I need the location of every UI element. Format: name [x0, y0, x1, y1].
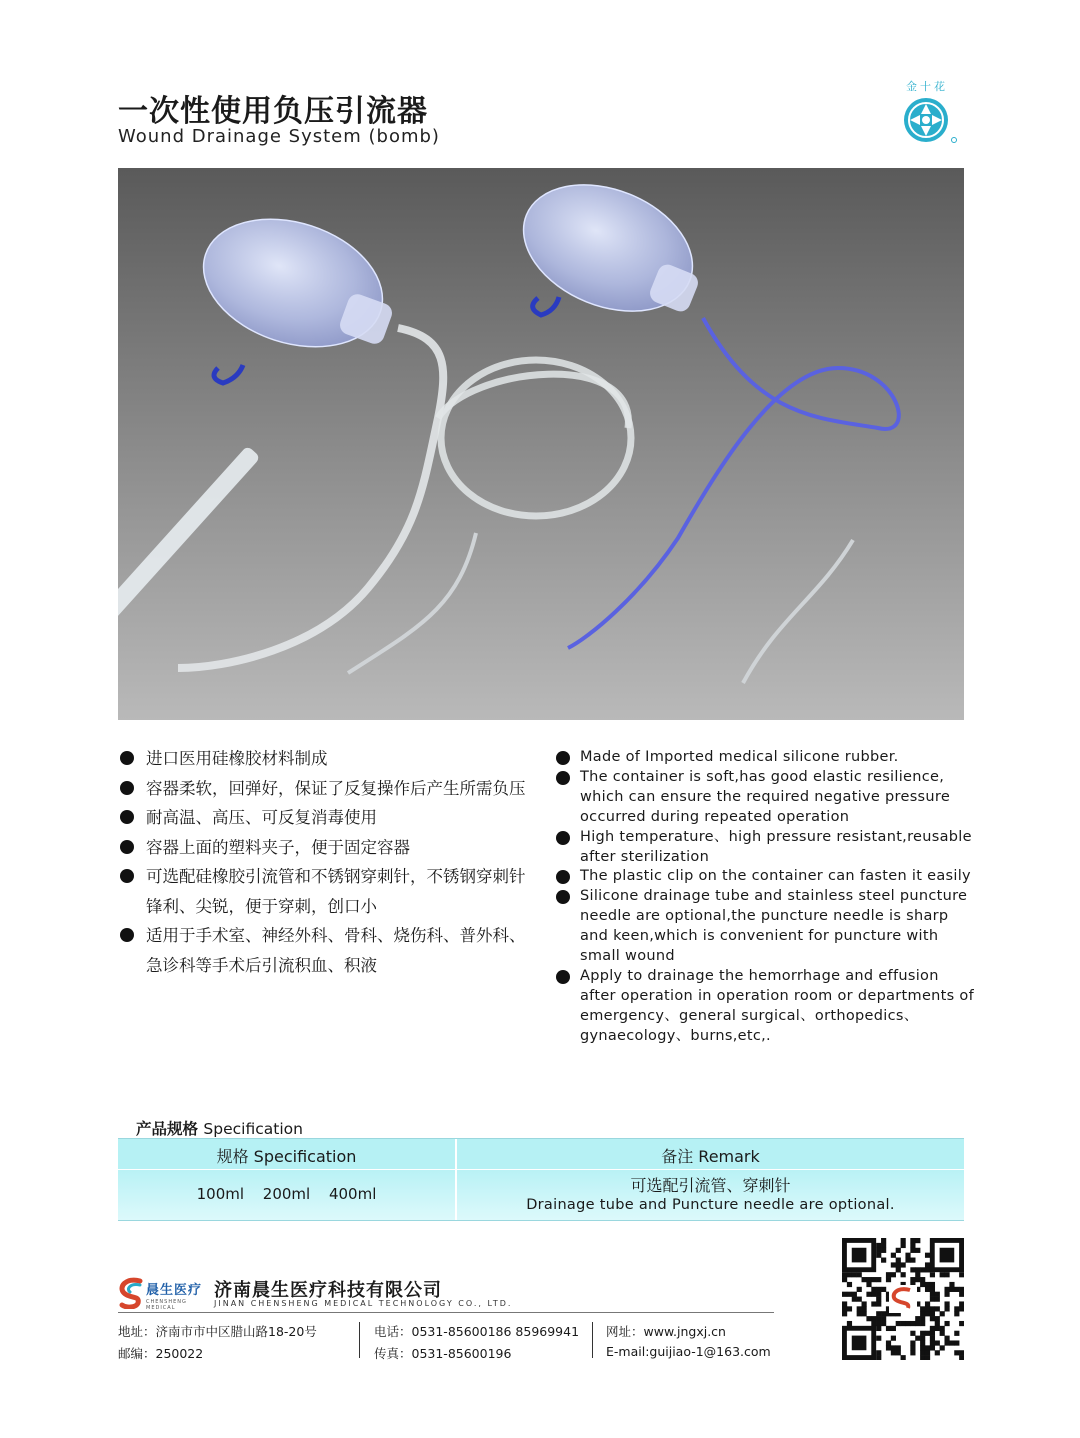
features-list-en	[554, 748, 974, 1047]
contact-zip: 邮编：250022	[118, 1346, 204, 1361]
spec-sizes-cell: 100ml 200ml 400ml	[196, 1185, 377, 1203]
remark-cell-en: Drainage tube and Puncture needle are optional.	[526, 1197, 895, 1213]
feature-cn-item: 进口医用硅橡胶材料制成	[118, 744, 538, 774]
product-photo	[118, 168, 964, 720]
bullet-icon	[556, 890, 570, 904]
drain-bulb-right	[505, 168, 899, 648]
company-logo	[118, 1275, 210, 1309]
spec-heading-en: Specification	[203, 1120, 303, 1138]
feature-en-item: The plastic clip on the container can fasten it easily	[554, 867, 974, 887]
bullet-icon	[120, 840, 134, 854]
page-title-cn: 一次性使用负压引流器	[118, 94, 428, 129]
feature-en-item: High temperature、high pressure resistant,reusable after sterilization	[554, 828, 974, 868]
brand-logo	[888, 78, 968, 148]
page-title-en: Wound Drainage System (bomb)	[118, 126, 440, 147]
contact-fax: 传真：0531-85600196	[374, 1346, 512, 1361]
feature-cn-item: 适用于手术室、神经外科、骨科、烧伤科、普外科、急诊科等手术后引流积血、积液	[118, 921, 538, 980]
spec-table-row	[118, 1170, 964, 1221]
contact-address: 地址：济南市市中区腊山路18-20号	[118, 1324, 317, 1339]
bullet-icon	[556, 870, 570, 884]
remark-column-header: 备注 Remark	[661, 1147, 760, 1166]
feature-en-item: The container is soft,has good elastic resilience, which can ensure the required negative pressure occurred during repeated operation	[554, 768, 974, 828]
company-name-cn: 济南晨生医疗科技有限公司	[214, 1280, 442, 1301]
qr-code	[842, 1238, 964, 1360]
bullet-icon	[120, 751, 134, 765]
puncture-needles	[348, 533, 853, 683]
contact-email: E-mail:guijiao-1@163.com	[606, 1344, 771, 1359]
bullet-icon	[120, 781, 134, 795]
spec-table-header-row	[118, 1138, 964, 1171]
feature-en-item: Made of Imported medical silicone rubber.	[554, 748, 974, 768]
bullet-icon	[556, 831, 570, 845]
company-logo-name: 晨生医疗	[146, 1283, 203, 1298]
footer-divider	[118, 1312, 774, 1313]
spec-heading-cn: 产品规格	[136, 1120, 199, 1138]
bullet-icon	[556, 751, 570, 765]
feature-en-item: Apply to drainage the hemorrhage and effusion after operation in operation room or departments of emergency、general surgical、orthopedics、gynaecology、burns,etc,.	[554, 967, 974, 1047]
feature-cn-item: 容器柔软，回弹好，保证了反复操作后产生所需负压	[118, 774, 538, 804]
features-list-cn	[118, 744, 538, 980]
bullet-icon	[120, 810, 134, 824]
bullet-icon	[120, 869, 134, 883]
company-name-en: JINAN CHENSHENG MEDICAL TECHNOLOGY CO., LTD.	[214, 1299, 513, 1308]
contact-tel: 电话：0531-85600186 85969941	[374, 1324, 580, 1339]
spec-column-header: 规格 Specification	[216, 1147, 357, 1166]
company-logo-sub: CHENSHENG MEDICAL	[146, 1299, 187, 1311]
remark-cell-cn: 可选配引流管、穿刺针	[630, 1176, 791, 1195]
brand-logo-text: 金十花	[906, 80, 948, 93]
feature-cn-item: 容器上面的塑料夹子，便于固定容器	[118, 833, 538, 863]
footer-separator	[592, 1322, 593, 1358]
spec-table	[118, 1138, 964, 1222]
bullet-icon	[556, 771, 570, 785]
footer-separator	[359, 1322, 360, 1358]
contact-website: 网址：www.jngxj.cn	[606, 1324, 726, 1339]
feature-cn-item: 可选配硅橡胶引流管和不锈钢穿刺针，不锈钢穿刺针锋利、尖锐，便于穿刺，创口小	[118, 862, 538, 921]
feature-cn-item: 耐高温、高压、可反复消毒使用	[118, 803, 538, 833]
bullet-icon	[556, 970, 570, 984]
spec-heading	[136, 1117, 303, 1139]
bullet-icon	[120, 928, 134, 942]
feature-en-item: Silicone drainage tube and stainless steel puncture needle are optional,the puncture needle is sharp and keen,which is convenient for puncture with small wound	[554, 887, 974, 967]
